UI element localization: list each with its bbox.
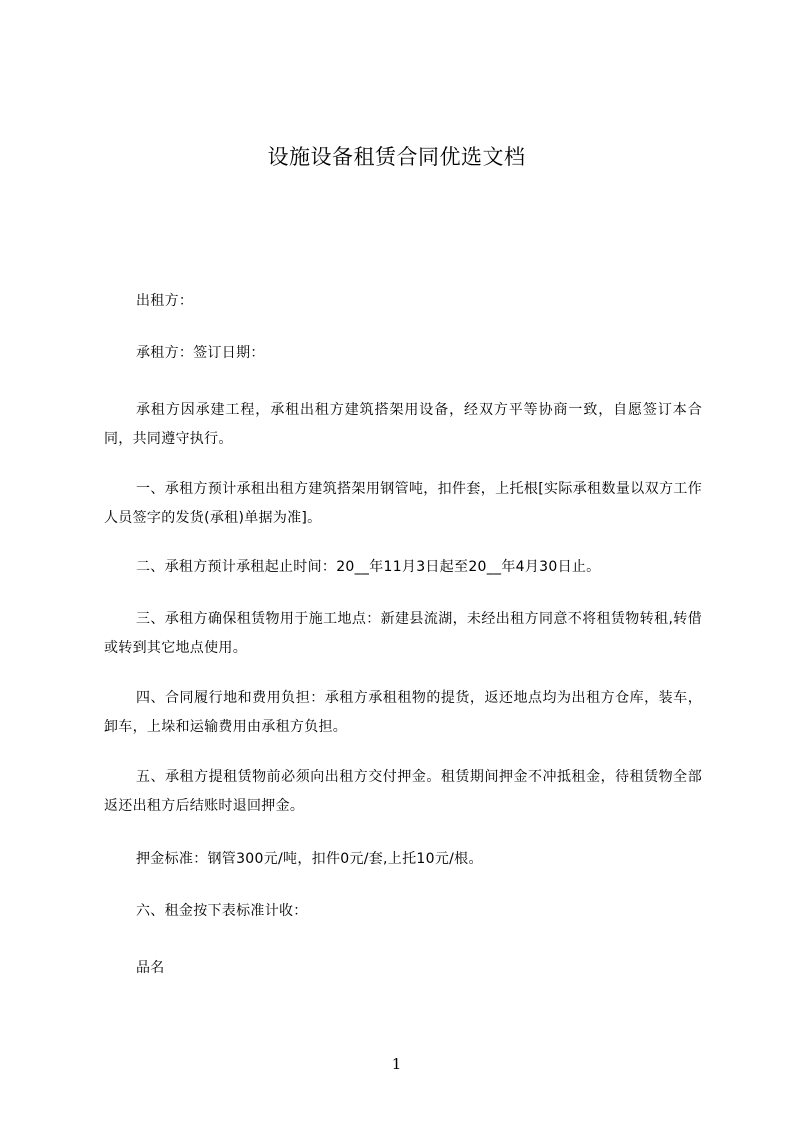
item-name-label: 品名 [136,960,165,976]
deposit-standard-paragraph: 押金标准：钢管300元/吨，扣件0元/套,上托10元/根。 [136,851,483,867]
clause-5-paragraph: 五、承租方提租赁物前必须向出租方交付押金。租赁期间押金不冲抵租金，待租赁物全部返还出租方后结账时退回押金。 [104,769,702,814]
clause-3-paragraph: 三、承租方确保租赁物用于施工地点：新建县流湖，未经出租方同意不将租赁物转租,转借或转到其它地点使用。 [104,611,702,656]
clause-2-paragraph: 二、承租方预计承租起止时间：20__年11月3日起至20__年4月30日止。 [136,559,601,575]
document-title: 设施设备租赁合同优选文档 [267,145,526,169]
clause-1-paragraph: 一、承租方预计承租出租方建筑搭架用钢管吨，扣件套，上托根[实际承租数量以双方工作人员签字的发货(承租)单据为准]。 [104,481,702,526]
clause-4-paragraph: 四、合同履行地和费用负担：承租方承租租物的提货，返还地点均为出租方仓库，装车，卸车，上垛和运输费用由承租方负担。 [104,690,702,735]
lessor-line: 出租方： [136,293,194,309]
lessee-and-signing-date-line: 承租方：签订日期： [136,345,265,361]
page-number: 1 [391,1055,402,1073]
contract-preamble-paragraph: 承租方因承建工程，承租出租方建筑搭架用设备，经双方平等协商一致，自愿签订本合同，共同遵守执行。 [104,402,702,447]
clause-6-paragraph: 六、租金按下表标准计收： [136,903,308,919]
